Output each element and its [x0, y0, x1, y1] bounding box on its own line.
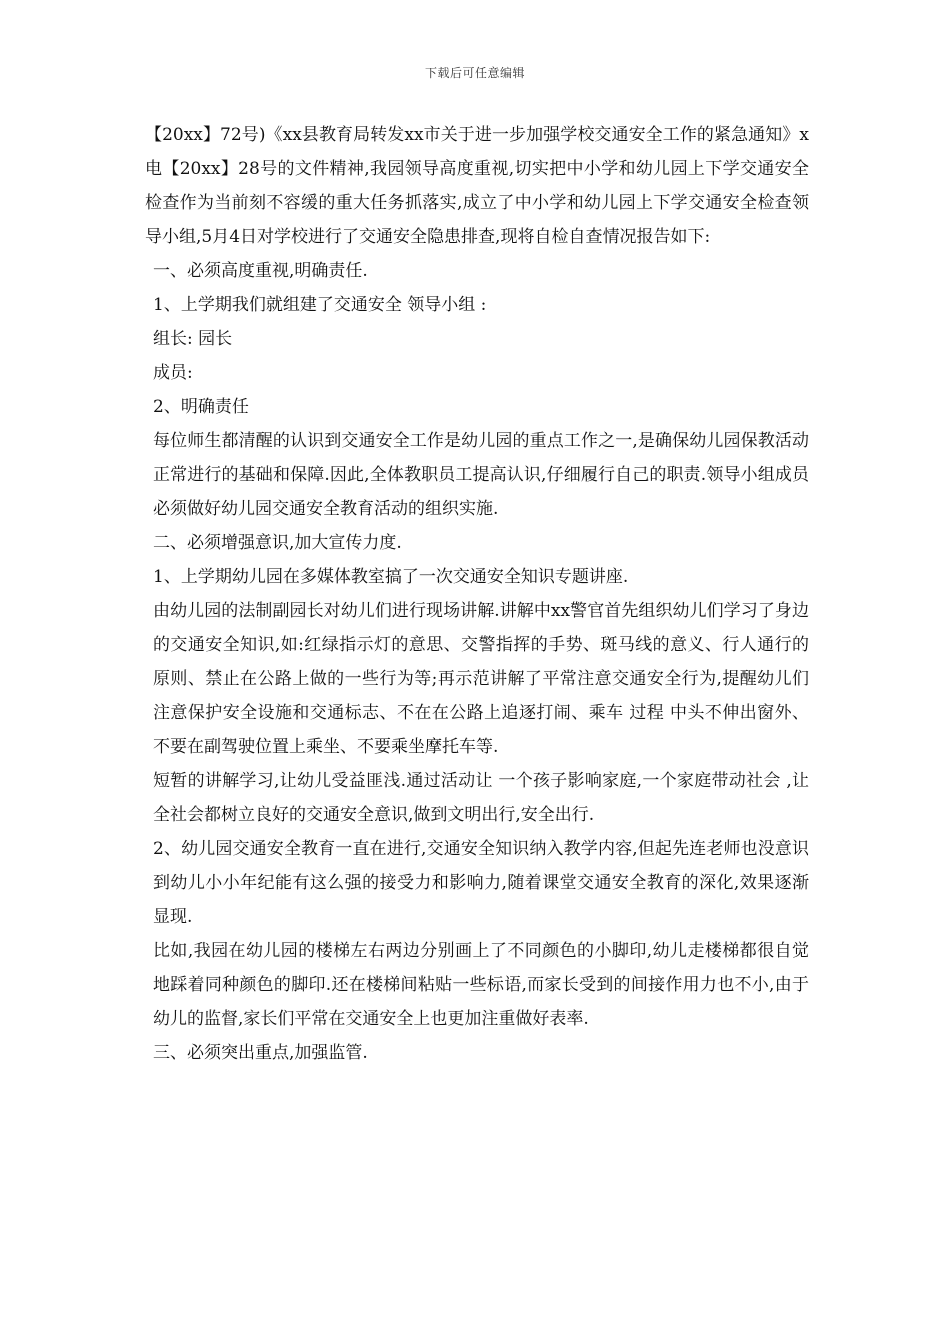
section-heading-2: 二、必须增强意识,加大宣传力度.: [153, 533, 402, 553]
document-body: [145, 118, 809, 1070]
section-heading-3: 三、必须突出重点,加强监管.: [153, 1043, 368, 1063]
section-heading-1: 一、必须高度重视,明确责任.: [153, 261, 368, 281]
paragraph-members: 成员:: [153, 363, 193, 383]
paragraph-responsibility: 每位师生都清醒的认识到交通安全工作是幼儿园的重点工作之一,是确保幼儿园保教活动正常进行的基础和保障.因此,全体教职员工提高认识,仔细履行自己的职责.领导小组成员必须做好幼儿园交通安全教育活动的组织实施.: [153, 431, 809, 519]
paragraph-responsibility-heading: 2、明确责任: [153, 397, 249, 417]
paragraph-example: 比如,我园在幼儿园的楼梯左右两边分别画上了不同颜色的小脚印,幼儿走楼梯都很自觉地踩着同种颜色的脚印.还在楼梯间粘贴一些标语,而家长受到的间接作用力也不小,由于幼儿的监督,家长们平常在交通安全上也更加注重做好表率.: [153, 941, 809, 1029]
paragraph-education: 2、幼儿园交通安全教育一直在进行,交通安全知识纳入教学内容,但起先连老师也没意识到幼儿小小年纪能有这么强的接受力和影响力,随着课堂交通安全教育的深化,效果逐渐显现.: [153, 839, 809, 927]
paragraph-lecture: 1、上学期幼儿园在多媒体教室搞了一次交通安全知识专题讲座.: [153, 567, 629, 587]
page-header: 下载后可任意编辑: [424, 66, 525, 80]
paragraph-leader: 组长: 园长: [153, 329, 233, 349]
paragraph-intro: 【20xx】72号)《xx县教育局转发xx市关于进一步加强学校交通安全工作的紧急通知》x电【20xx】28号的文件精神,我园领导高度重视,切实把中小学和幼儿园上下学交通安全检查作为当前刻不容缓的重大任务抓落实,成立了中小学和幼儿园上下学交通安全检查领导小组,5月4日对学校进行了交通安全隐患排查,现将自检自查情况报告如下:: [145, 125, 809, 247]
paragraph-benefit: 短暂的讲解学习,让幼儿受益匪浅.通过活动让 一个孩子影响家庭,一个家庭带动社会 ,让全社会都树立良好的交通安全意识,做到文明出行,安全出行.: [153, 771, 809, 825]
paragraph-lecture-detail: 由幼儿园的法制副园长对幼儿们进行现场讲解.讲解中xx警官首先组织幼儿们学习了身边的交通安全知识,如:红绿指示灯的意思、交警指挥的手势、斑马线的意义、行人通行的原则、禁止在公路上做的一些行为等;再示范讲解了平常注意交通安全行为,提醒幼儿们注意保护安全设施和交通标志、不在在公路上追逐打闹、乘车 过程 中头不伸出窗外、不要在副驾驶位置上乘坐、不要乘坐摩托车等.: [153, 601, 809, 757]
paragraph-leader-group: 1、上学期我们就组建了交通安全 领导小组 :: [153, 295, 487, 315]
